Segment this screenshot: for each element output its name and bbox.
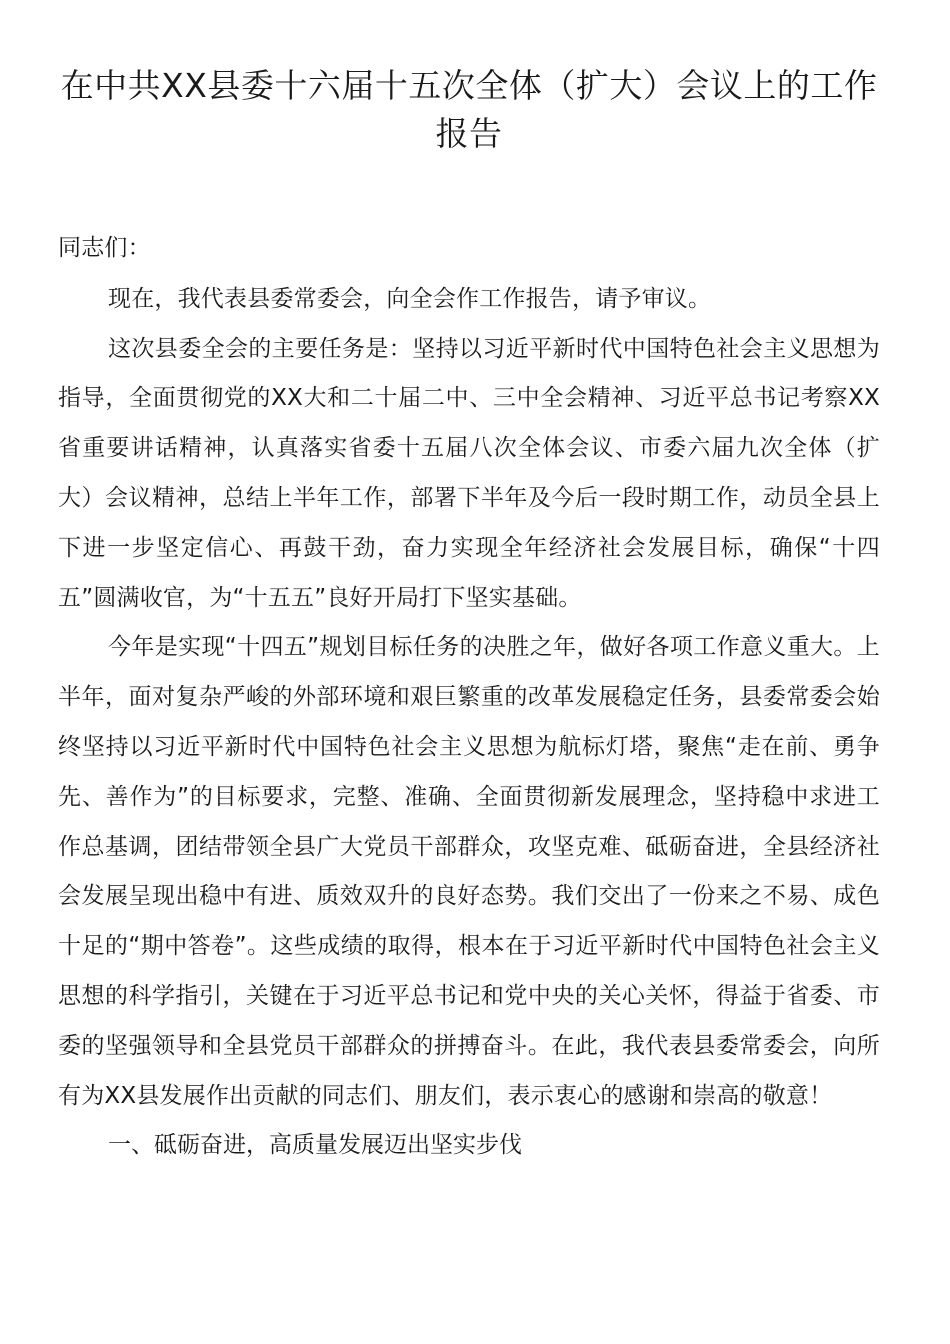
paragraph-1: 现在，我代表县委常委会，向全会作工作报告，请予审议。 [108,285,712,312]
section-heading-1: 一、砥砺奋进，高质量发展迈出坚实步伐 [108,1132,522,1159]
salutation: 同志们： [58,235,151,261]
document-title: 在中共XX县委十六届十五次全体（扩大）会议上的工作报告 [60,66,878,153]
paragraph-2: 这次县委全会的主要任务是：坚持以习近平新时代中国特色社会主义思想为指导，全面贯彻党的XX大和二十届二中、三中全会精神、习近平总书记考察XX省重要讲话精神，认真落实省委十五届八次全体会议、市委六届九次全体（扩大）会议精神，总结上半年工作，部署下半年及今后一段时期工作，动员全县上下进一步坚定信心、再鼓干劲，奋力实现全年经济社会发展目标，确保“十四五”圆满收官，为“十五五”良好开局打下坚实基础。 [58,335,880,611]
paragraph-3: 今年是实现“十四五”规划目标任务的决胜之年，做好各项工作意义重大。上半年，面对复杂严峻的外部环境和艰巨繁重的改革发展稳定任务，县委常委会始终坚持以习近平新时代中国特色社会主义思想为航标灯塔，聚焦“走在前、勇争先、善作为”的目标要求，完整、准确、全面贯彻新发展理念，坚持稳中求进工作总基调，团结带领全县广大党员干部群众，攻坚克难、砥砺奋进，全县经济社会发展呈现出稳中有进、质效双升的良好态势。我们交出了一份来之不易、成色十足的“期中答卷”。这些成绩的取得，根本在于习近平新时代中国特色社会主义思想的科学指引，关键在于习近平总书记和党中央的关心关怀，得益于省委、市委的坚强领导和全县党员干部群众的拼搏奋斗。在此，我代表县委常委会，向所有为XX县发展作出贡献的同志们、朋友们，表示衷心的感谢和崇高的敬意！ [58,634,880,1109]
document-body [58,224,880,1171]
